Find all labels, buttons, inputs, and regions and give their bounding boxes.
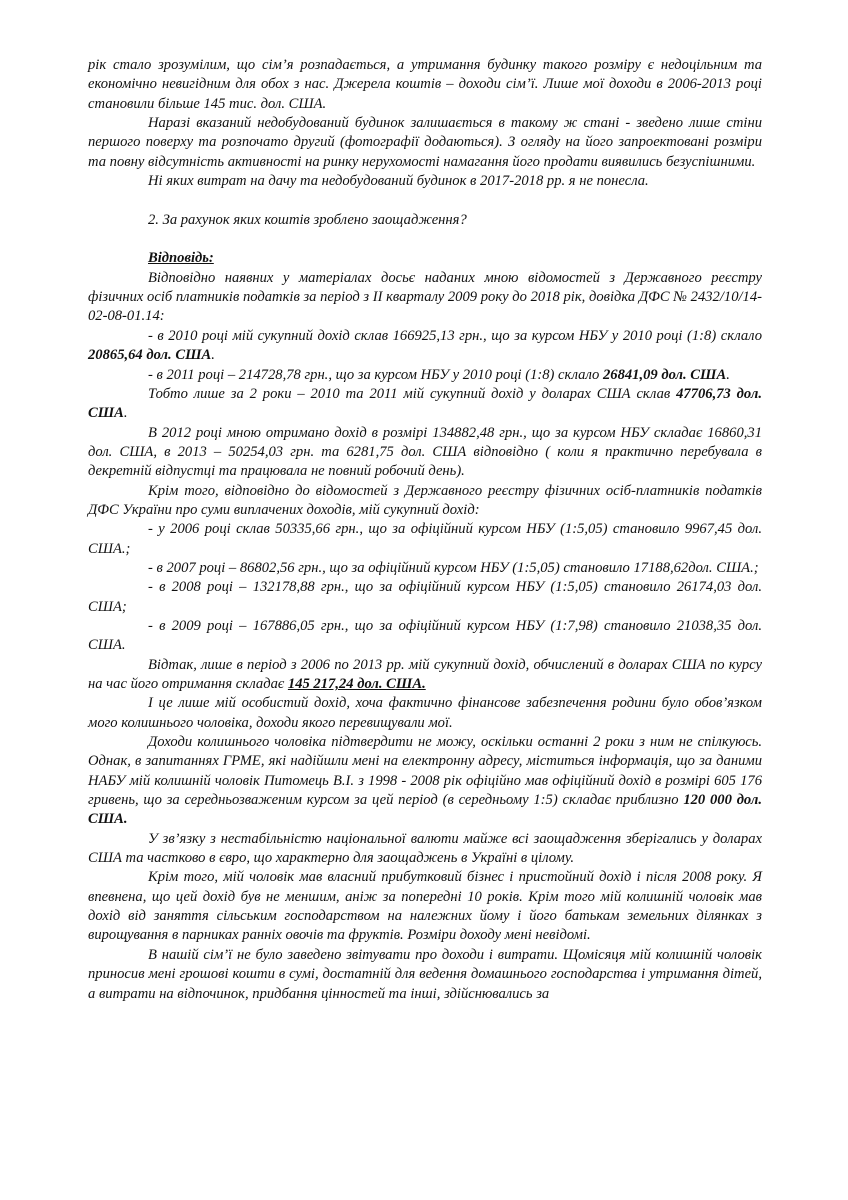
income-2006: - у 2006 році склав 50335,66 грн., що за офіційний курсом НБУ (1:5,05) становило 9967,45 дол. США.; xyxy=(88,521,762,557)
bullet-2011 xyxy=(88,366,762,385)
paragraph-household: В нашій сім’ї не було заведено звітувати про доходи і витрати. Щомісяця мій колишній чоловік приносив мені грошові кошти в сумі, достатній для ведення домашнього господарства і утримання дітей, а витрати на відпочинок, придбання цінностей та інші, здійснювались за xyxy=(88,946,762,1002)
income-2007: - в 2007 році – 86802,56 грн., що за офіційний курсом НБУ (1:5,05) становило 17188,62дол. США.; xyxy=(148,559,759,576)
paragraph-ex-husband-income xyxy=(88,733,762,830)
total-income-text: Відтак, лише в період з 2006 по 2013 рр. мій сукупний дохід, обчислений в доларах США по курсу на час його отримання складає xyxy=(88,656,762,692)
paragraph-two-year-total xyxy=(88,385,762,424)
bullet-2011-text: - в 2011 році – 214728,78 грн., що за курсом НБУ у 2010 році (1:8) склало xyxy=(148,366,603,383)
paragraph-currency-savings: У зв’язку з нестабільністю національної валюти майже всі заощадження зберігались у доларах США та частково в євро, що характерно для заощаджень в Україні в цілому. xyxy=(88,830,762,867)
paragraph-registry-total: Крім того, відповідно до відомостей з Державного реєстру фізичних осіб-платників податків ДФС України про суми виплачених доходів, мій сукупний дохід: xyxy=(88,482,762,518)
paragraph-no-expenses: Ні яких витрат на дачу та недобудований будинок в 2017-2018 рр. я не понесла. xyxy=(148,173,649,190)
total-income-amount: 145 217,24 дол. США. xyxy=(287,676,426,692)
answer-heading xyxy=(88,249,762,268)
paragraph-personal-income: І це лише мій особистий дохід, хоча фактично фінансове забезпечення родини було обов’язком мого колишнього чоловіка, доходи якого перевищували мої. xyxy=(88,695,762,731)
blank-line xyxy=(88,230,762,249)
bullet-2010-end: . xyxy=(211,347,215,364)
income-2009: - в 2009 році – 167886,05 грн., що за офіційний курсом НБУ (1:7,98) становило 21038,35 дол. США. xyxy=(88,617,762,654)
paragraph-registry-info: Відповідно наявних у матеріалах досьє наданих мною відомостей з Державного реєстру фізичних осіб платників податків за період з ІІ кварталу 2009 року до 2018 рік, довідка ДФС № 2432/10/14-02-08-01.14: xyxy=(88,269,762,325)
paragraph-total-income xyxy=(88,656,762,695)
document-page xyxy=(88,56,762,1004)
question-heading: 2. За рахунок яких коштів зроблено заощадження? xyxy=(148,211,467,228)
bullet-2011-end: . xyxy=(726,366,730,383)
bullet-2010 xyxy=(88,327,762,366)
answer-title: Відповідь: xyxy=(148,250,214,267)
ex-husband-amount: 120 000 дол. США. xyxy=(88,792,763,828)
two-year-amount: 47706,73 дол. США xyxy=(88,385,762,422)
blank-line xyxy=(88,191,762,210)
paragraph-business: Крім того, мій чоловік мав власний прибутковий бізнес і пристойний дохід і після 2008 року. Я впевнена, що цей дохід був не меншим, аніж за попередні 10 років. Крім того мій колишній чоловік мав дохід від заняття сільським господарством на належних йому і його батькам земельних ділянках з вирощування в парниках ранніх овочів та фруктів. Розміри доходу мені невідомі. xyxy=(88,869,762,944)
ex-husband-text: Доходи колишнього чоловіка підтвердити не можу, оскільки останні 2 роки з ним не спілкуюсь. Однак, в запитаннях ГРМЕ, які надійшли мені на електронну адресу, міститься інформація, що за даними НАБУ мій колишній чоловік Питомець В.І. з 1998 - 2008 рік офіційно мав офіційний дохід в розмірі 605 176 гривень, що за середньозваженим курсом за цей період (в середньому 1:5) складає приблизно xyxy=(88,734,762,809)
two-year-end: . xyxy=(123,405,128,422)
two-year-text: Тобто лише за 2 роки – 2010 та 2011 мій сукупний дохід у доларах США склав xyxy=(148,385,677,402)
paragraph-continuation: рік стало зрозумілим, що сім’я розпадається, а утримання будинку такого розміру є недоцільним та економічно невигідним для обох з нас. Джерела коштів – доходи сім’ї. Лише мої доходи в 2006-2013 році становили більше 145 тис. дол. США. xyxy=(88,57,762,112)
income-2008: - в 2008 році – 132178,88 грн., що за офіційний курсом НБУ (1:5,05) становило 26174,03 дол. США; xyxy=(88,579,762,615)
bullet-2010-text: - в 2010 році мій сукупний дохід склав 166925,13 грн., що за курсом НБУ у 2010 році (1:8) склало xyxy=(148,327,762,344)
paragraph-2012-2013: В 2012 році мною отримано дохід в розмірі 134882,48 грн., що за курсом НБУ складає 16860,31 дол. США, в 2013 – 50254,03 грн. та 6281,75 дол. США відповідно ( коли я практично перебувала в декретній відпустці та працювала не повний робочий день). xyxy=(88,424,762,480)
paragraph-house-state: Наразі вказаний недобудований будинок залишається в такому ж стані - зведено лише стіни першого поверху та розпочато другий (фотографії додаються). З огляду на його запроектовані розміри та повну відсутність активності на ринку нерухомості намагання його продати виявились безуспішними. xyxy=(88,115,762,170)
bullet-2010-amount: 20865,64 дол. США xyxy=(88,347,212,364)
bullet-2011-amount: 26841,09 дол. США xyxy=(602,366,727,383)
